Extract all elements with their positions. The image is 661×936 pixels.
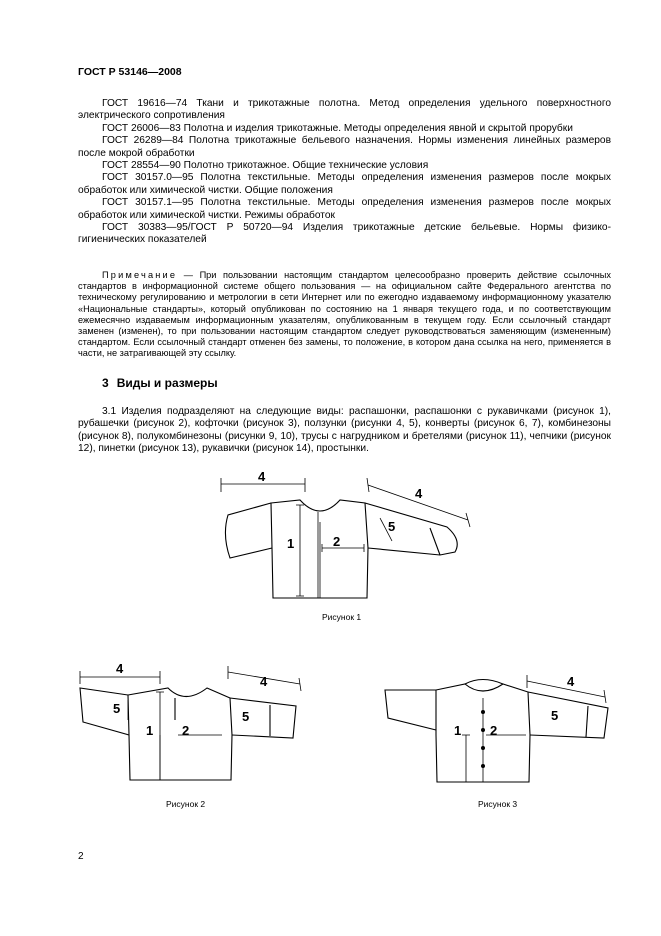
note-block: [78, 270, 611, 360]
document-header: ГОСТ Р 53146—2008: [78, 66, 182, 78]
fig2-label-5-sleeve: 5: [242, 709, 250, 724]
reference-item: ГОСТ 28554—90 Полотно трикотажное. Общие технические условия: [102, 160, 429, 172]
figure-3-garment: [385, 675, 608, 782]
fig2-label-4-width: 4: [116, 661, 124, 676]
fig2-label-5-collar: 5: [113, 701, 121, 716]
fig3-label-2: 2: [490, 723, 498, 738]
section-title: Виды и размеры: [116, 376, 218, 390]
reference-item: ГОСТ 30157.0—95 Полотна текстильные. Методы определения изменения размеров после мокрых обработок или химической чистки. Общие положения: [78, 172, 611, 196]
fig2-label-1: 1: [146, 723, 154, 738]
fig1-label-4-width: 4: [258, 469, 266, 484]
note-label: Примечание: [102, 270, 178, 280]
references-list: [78, 98, 611, 247]
fig3-label-5-sleeve: 5: [551, 708, 559, 723]
reference-item: ГОСТ 26289—84 Полотна трикотажные бельевого назначения. Нормы изменения линейных размеров после мокрой обработки: [78, 135, 611, 159]
figure-2-garment: [80, 666, 301, 780]
fig3-label-1: 1: [454, 723, 462, 738]
fig1-label-5: 5: [388, 519, 396, 534]
fig2-label-4-sleeve: 4: [260, 674, 268, 689]
paragraph-3-1: [78, 406, 611, 456]
fig2-label-2: 2: [182, 723, 190, 738]
reference-item: ГОСТ 30383—95/ГОСТ Р 50720—94 Изделия трикотажные детские бельевые. Нормы физико-гигиенических показателей: [78, 222, 611, 246]
reference-item: ГОСТ 19616—74 Ткани и трикотажные полотна. Метод определения удельного поверхностного электрического сопротивления: [78, 98, 611, 122]
fig3-label-4-sleeve: 4: [567, 674, 575, 689]
figure-3-caption: Рисунок 3: [478, 799, 518, 809]
note-text: — При пользовании настоящим стандартом целесообразно проверить действие ссылочных стандартов в информационной системе общего пользования — на официальном сайте Федерального агентства по техническому регулированию и метрологии в сети Интернет или по ежегодно издаваемому информационному указателю «Национальные стандарты», который опубликован по состоянию на 1 января текущего года, и по соответствующим ежемесячно издаваемым информационным указателям, опубликованным в текущем году. Если ссылочный стандарт заменен (изменен), то при пользовании настоящим стандартом следует руководствоваться заменяющим (измененным) стандартом. Если ссылочный стандарт отменен без замены, то положение, в котором дана ссылка на него, применяется в части, не затрагивающей эту ссылку.: [78, 270, 611, 359]
fig1-label-4-sleeve: 4: [415, 486, 423, 501]
section-number: 3: [102, 376, 109, 390]
figure-1-caption: Рисунок 1: [322, 612, 362, 622]
figure-2-caption: Рисунок 2: [166, 799, 206, 809]
fig1-label-2: 2: [333, 534, 341, 549]
reference-item: ГОСТ 30157.1—95 Полотна текстильные. Методы определения изменения размеров после мокрых обработок или химической чистки. Режимы обработок: [78, 197, 611, 221]
paragraph-text: 3.1 Изделия подразделяют на следующие виды: распашонки, распашонки с рукавичками (рисунок 1), рубашечки (рисунок 2), кофточки (рисунок 3), ползунки (рисунки 4, 5), конверты (рисунок 6, 7), комбинезоны (рисунок 8), полукомбинезоны (рисунки 9, 10), трусы с нагрудником и бретелями (рисунок 11), чепчики (рисунок 12), пинетки (рисунок 13), рукавички (рисунок 14), простынки.: [78, 406, 611, 455]
section-heading: [102, 376, 218, 390]
page-number: 2: [78, 851, 84, 862]
reference-item: ГОСТ 26006—83 Полотна и изделия трикотажные. Методы определения явной и скрытой прорубки: [102, 122, 573, 134]
figure-1-garment: [221, 478, 470, 598]
fig1-label-1: 1: [287, 536, 295, 551]
